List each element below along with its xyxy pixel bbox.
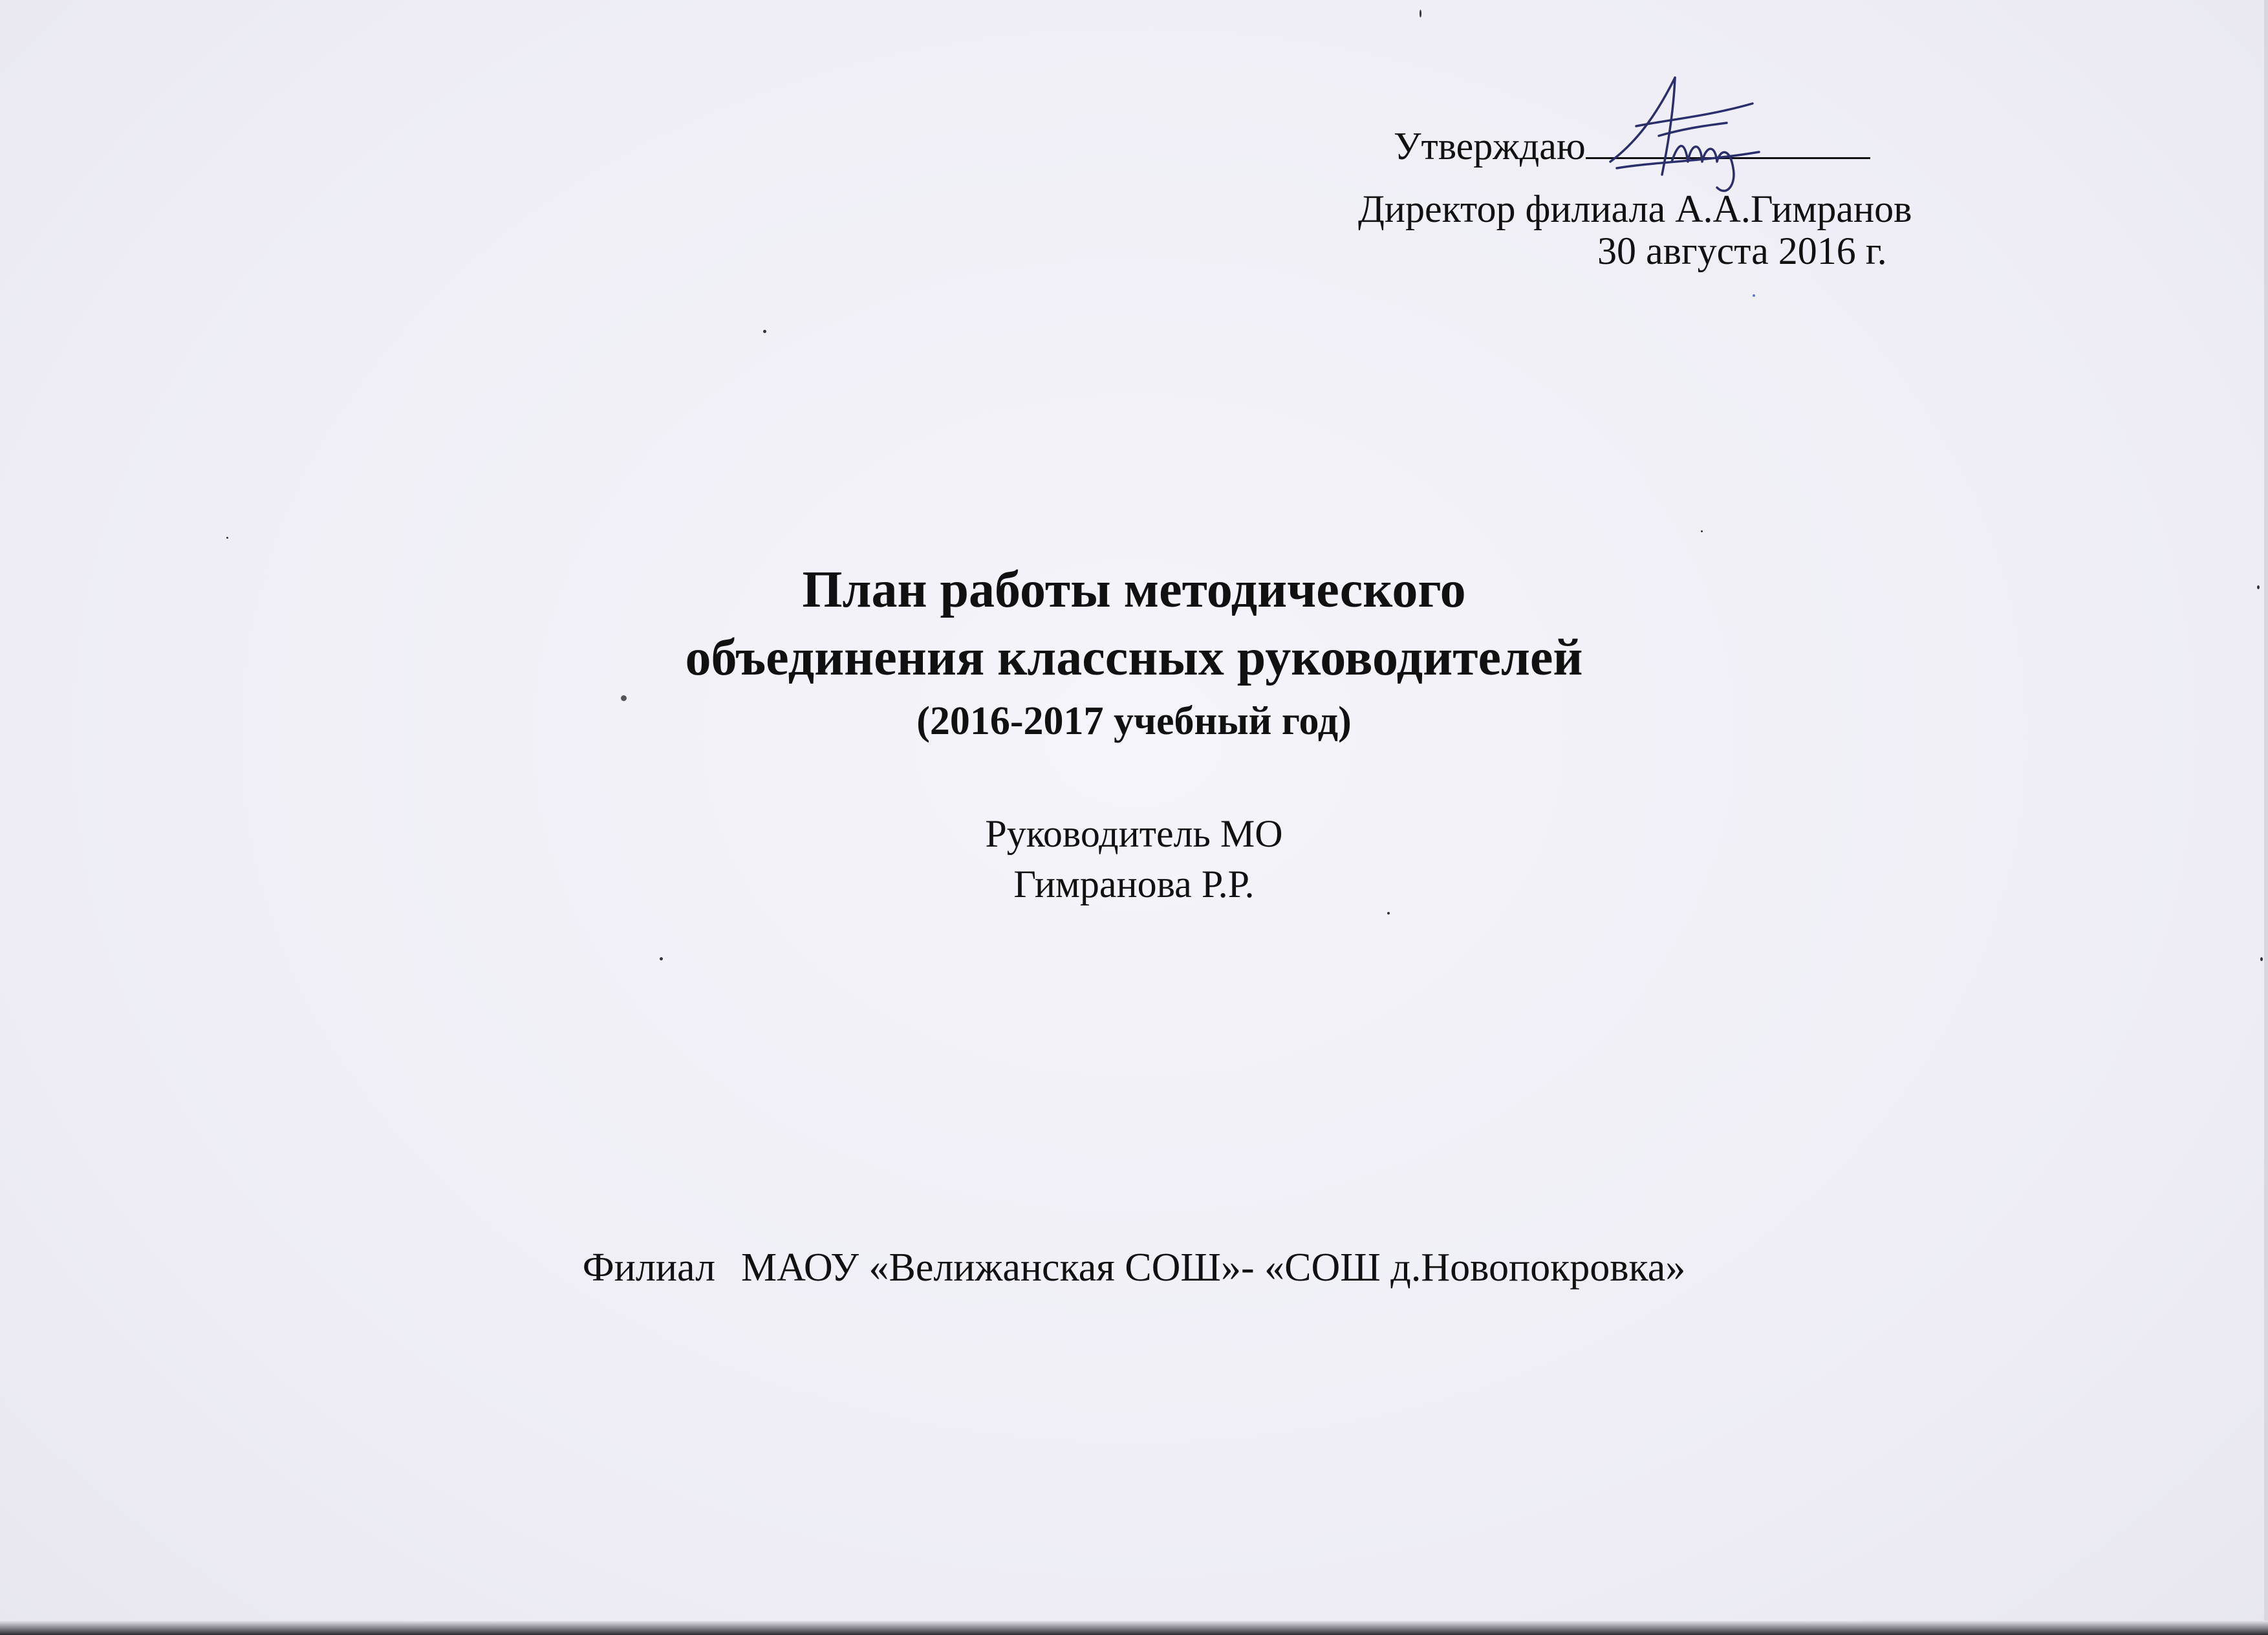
scan-speck (1420, 10, 1421, 17)
scan-speck (763, 330, 766, 333)
branch-label: Филиал (582, 1246, 716, 1290)
scan-speck (2260, 957, 2263, 961)
academic-year: (2016-2017 учебный год) (916, 699, 1352, 743)
head-name: Гимранова Р.Р. (1013, 863, 1255, 905)
school-name: МАОУ «Велижанская СОШ»- «СОШ д.Новопокровка» (741, 1246, 1686, 1290)
signature-icon (1597, 65, 1804, 207)
approval-date: 30 августа 2016 г. (1597, 230, 1887, 272)
head-role: Руководитель МО (985, 812, 1283, 855)
document-title-line-1: План работы методического (802, 561, 1466, 618)
scan-speck (1387, 912, 1390, 915)
head-block (0, 808, 2268, 909)
scan-edge-bottom (0, 1621, 2268, 1635)
document-title-line-2: объединения классных руководителей (685, 629, 1583, 686)
school-footer (0, 1242, 2268, 1294)
scan-speck (1753, 294, 1755, 297)
director-position: Директор филиала А.А.Гимранов (1358, 188, 1912, 230)
approve-label: Утверждаю (1394, 125, 1586, 168)
title-block (0, 556, 2268, 750)
scan-speck (226, 537, 228, 539)
scan-speck (660, 957, 663, 960)
scan-speck (1701, 530, 1703, 532)
